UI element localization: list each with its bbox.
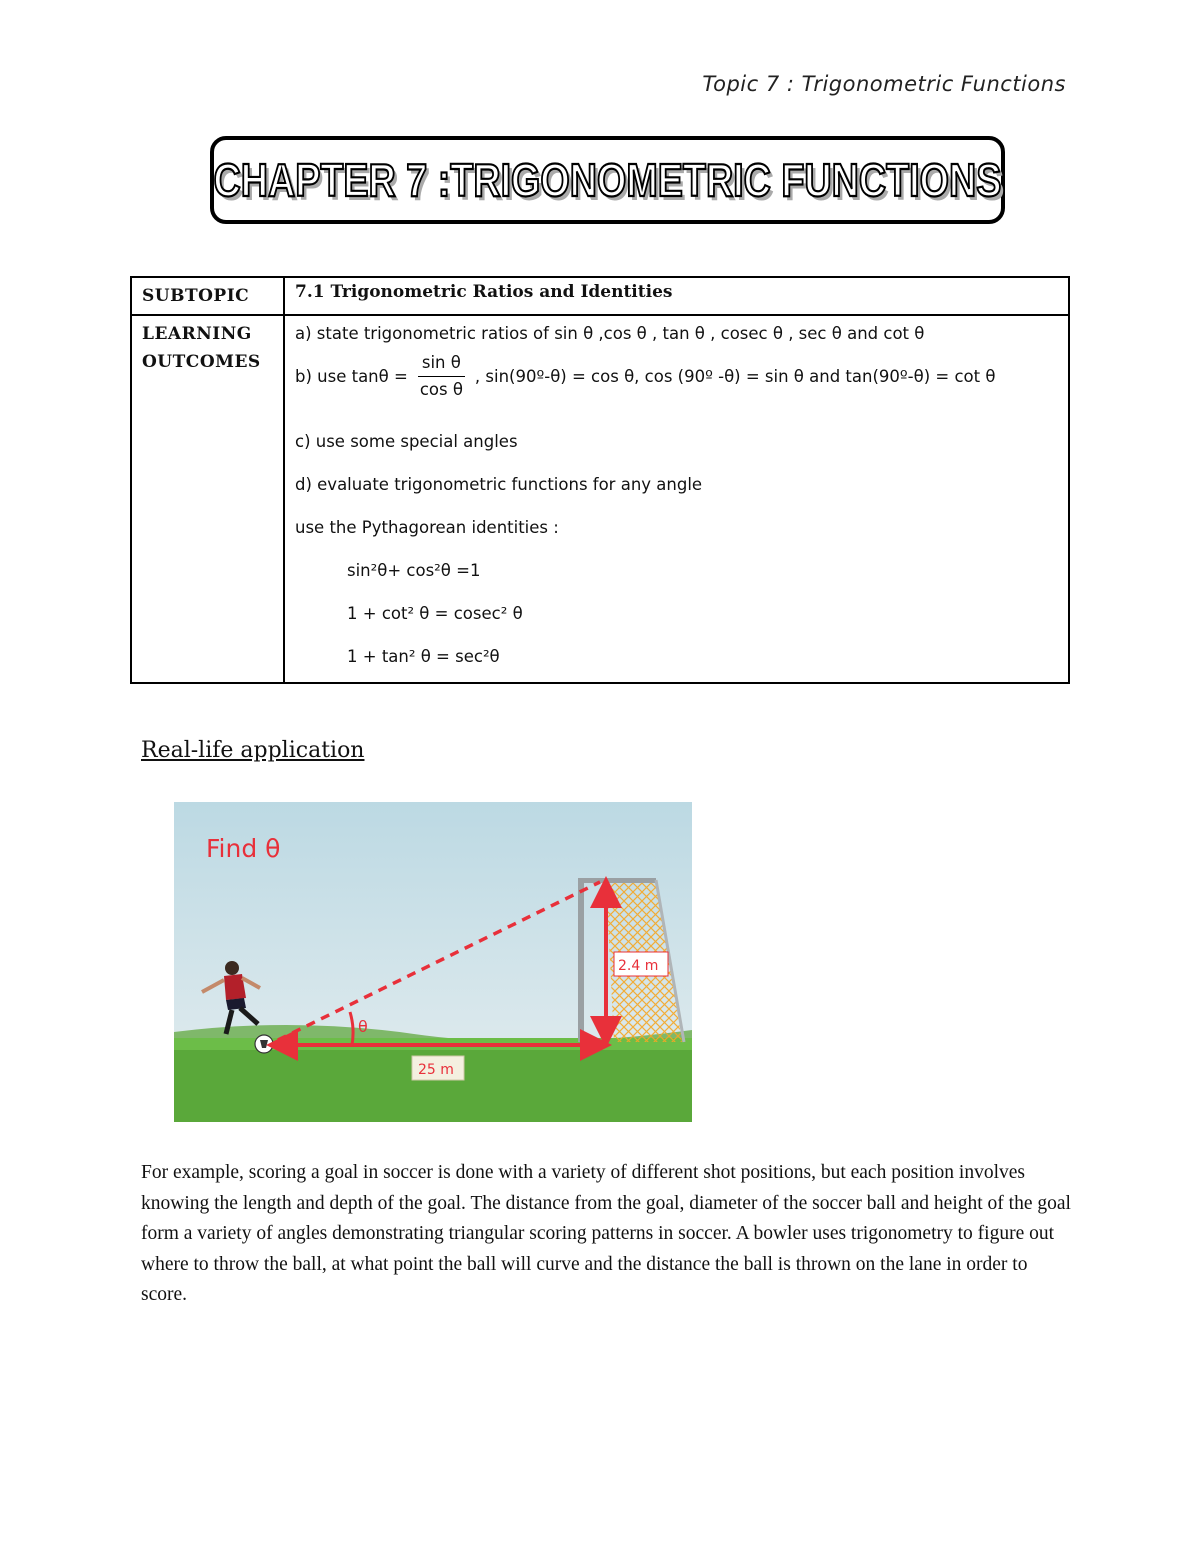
learning-outcomes-table — [130, 276, 1070, 684]
outcomes-list — [284, 315, 1069, 683]
tan-fraction — [416, 352, 467, 401]
identities-intro: use the Pythagorean identities : — [295, 518, 559, 537]
identity-3: 1 + tan² θ = sec²θ — [347, 647, 500, 666]
outcome-b-suffix: , sin(90º-θ) = cos θ, cos (90º -θ) = sin θ and tan(90º-θ) = cot θ — [474, 366, 996, 386]
outcome-a: a) state trigonometric ratios of sin θ ,cos θ , tan θ , cosec θ , sec θ and cot θ — [295, 324, 925, 343]
outcome-c: c) use some special angles — [295, 432, 518, 451]
table-row — [131, 277, 1069, 315]
outcomes-label-line-1: LEARNING — [142, 324, 252, 344]
height-label: 2.4 m — [618, 958, 659, 974]
fraction-numerator: sin θ — [418, 352, 465, 377]
chapter-title-box — [210, 136, 1005, 224]
real-life-heading: Real-life application — [141, 738, 365, 763]
table-row — [131, 315, 1069, 683]
subtopic-value: 7.1 Trigonometric Ratios and Identities — [284, 277, 1069, 315]
distance-label: 25 m — [418, 1062, 454, 1078]
outcome-d: d) evaluate trigonometric functions for any angle — [295, 475, 703, 494]
chapter-title: CHAPTER 7 :TRIGONOMETRIC FUNCTIONS — [213, 154, 1002, 206]
outcome-b-prefix: b) use tanθ = — [295, 366, 408, 386]
topic-header: Topic 7 : Trigonometric Functions — [702, 72, 1066, 96]
outcomes-label-line-2: OUTCOMES — [142, 352, 261, 372]
subtopic-label: SUBTOPIC — [131, 277, 284, 315]
identity-1: sin²θ+ cos²θ =1 — [347, 561, 481, 580]
identity-2: 1 + cot² θ = cosec² θ — [347, 604, 523, 623]
figure-title: Find θ — [206, 834, 281, 863]
outcome-b — [295, 348, 1058, 404]
fraction-denominator: cos θ — [419, 379, 463, 399]
angle-label: θ — [358, 1017, 368, 1036]
application-paragraph: For example, scoring a goal in soccer is done with a variety of different shot positions, but each position involves knowing the length and depth of the goal. The distance from the goal, diameter of the soccer ball and height of the goal form a variety of angles demonstrating triangular scoring patterns in soccer. A bowler uses trigonometry to figure out where to throw the ball, at what point the ball will curve and the distance the ball is thrown on the lane in order to score. — [141, 1162, 1071, 1305]
outcomes-label — [131, 315, 284, 683]
soccer-illustration — [174, 802, 692, 1122]
